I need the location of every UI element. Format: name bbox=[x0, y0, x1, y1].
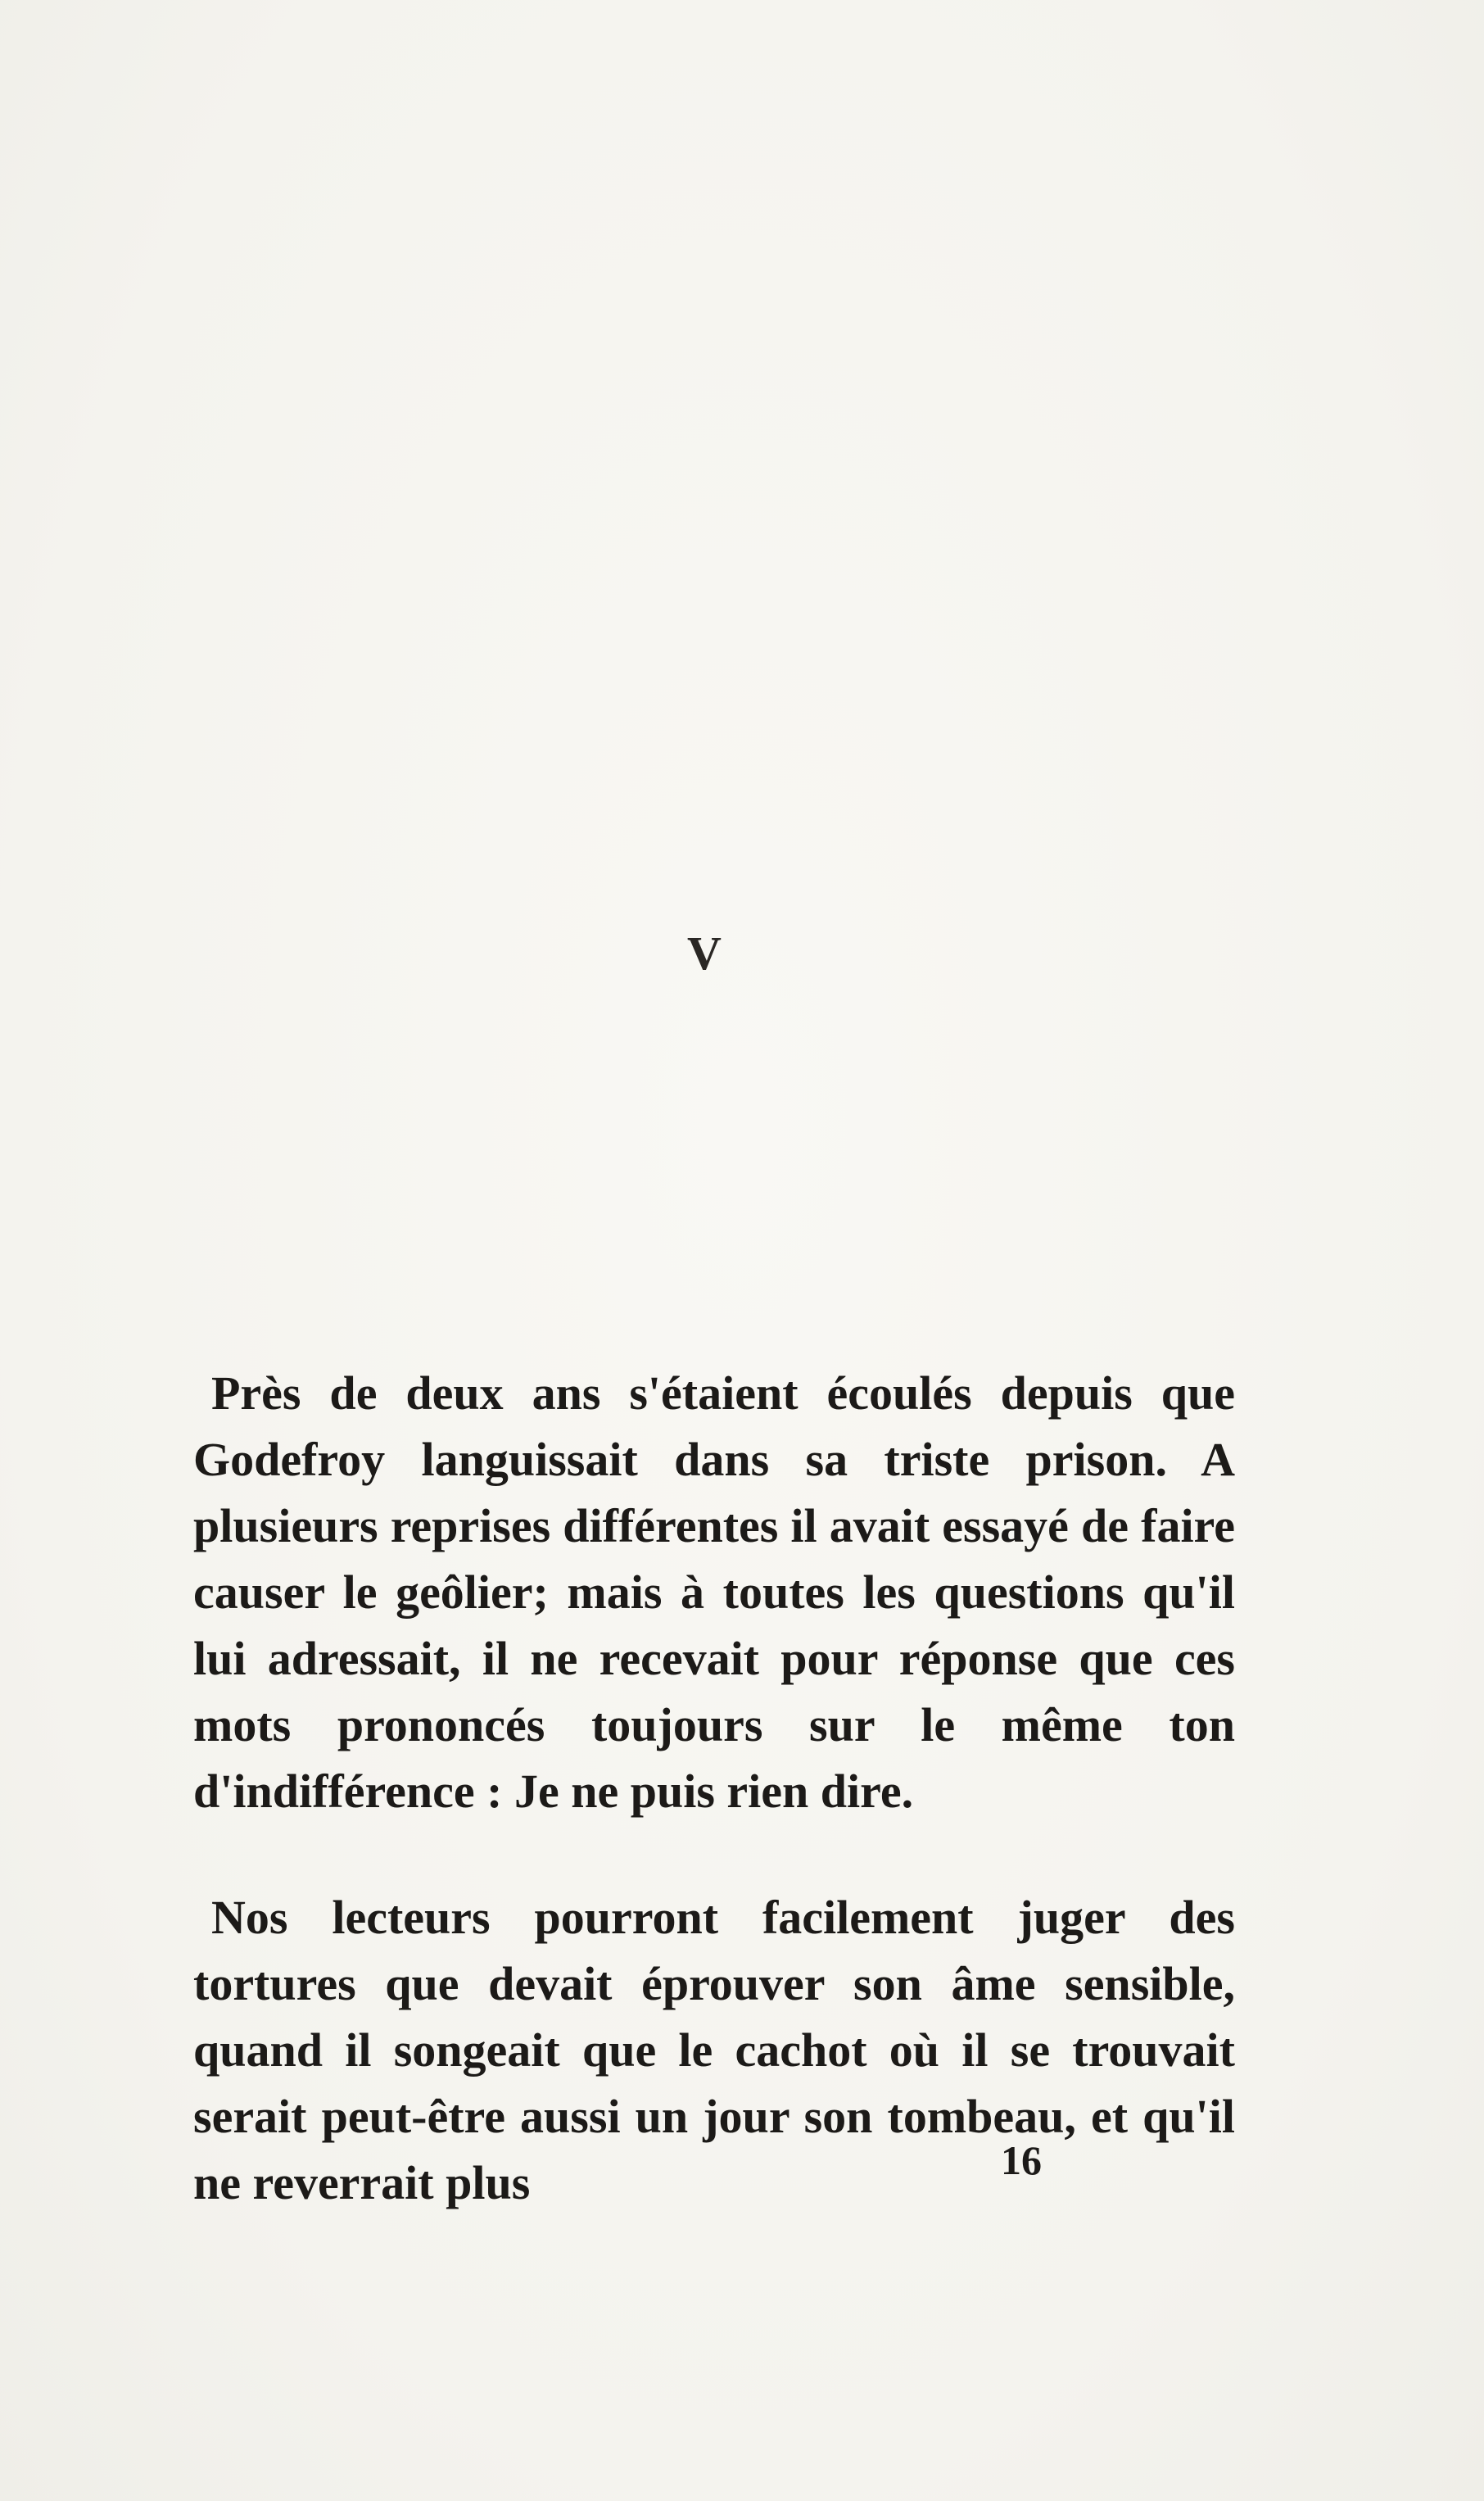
paragraph-2: Nos lecteurs pourront facilement juger des tortures que devait éprouver son âme sensible, quand il songeait que le cachot où il se trouvait serait peut-être aussi un jour son tombeau, et qu'il ne reverrait plus bbox=[193, 1891, 1235, 2209]
chapter-numeral: V bbox=[687, 927, 722, 980]
paragraph-1: Près de deux ans s'étaient écoulés depuis que Godefroy languissait dans sa triste prison. A plusieurs reprises différentes il avait essayé de faire causer le geôlier; mais à toutes les questions qu'il lui adressait, il ne recevait pour réponse que ces mots prononcés toujours sur le même ton d'indifférence : Je ne puis rien dire. bbox=[193, 1366, 1235, 1818]
page-number: 16 bbox=[1001, 2137, 1042, 2183]
